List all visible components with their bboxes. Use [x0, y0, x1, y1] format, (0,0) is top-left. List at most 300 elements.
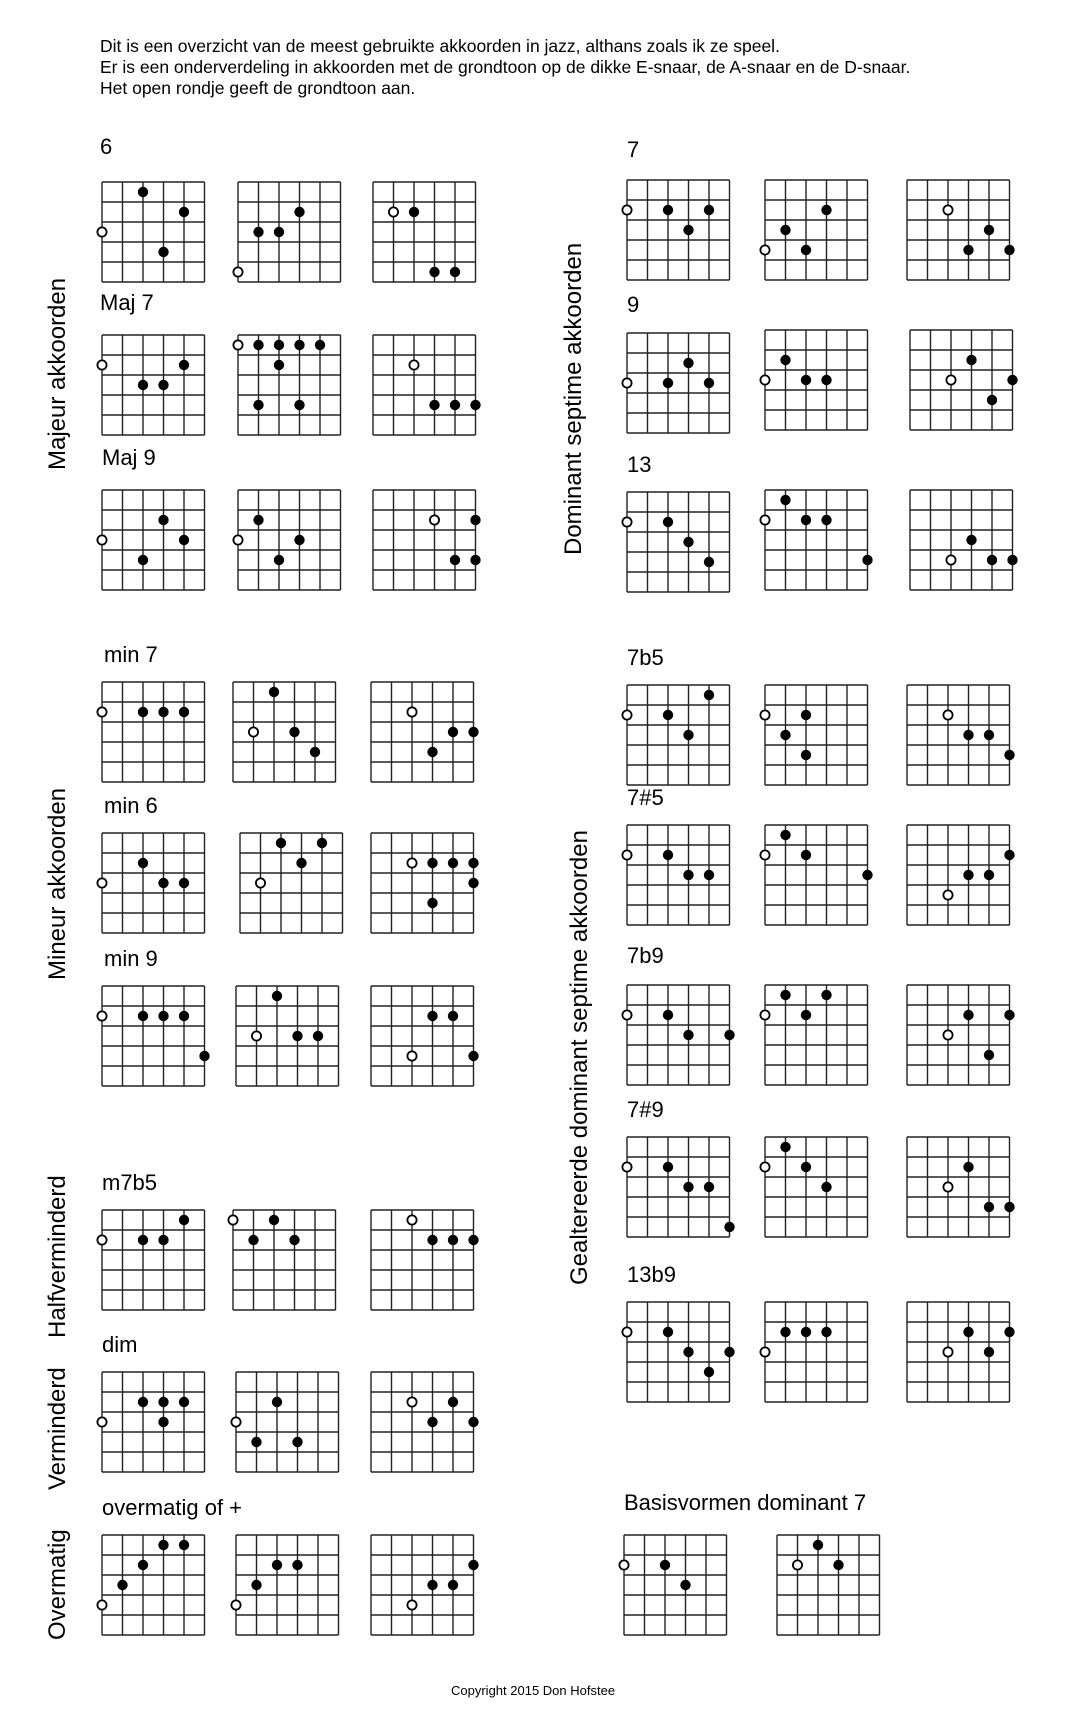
- root-dot: [256, 878, 265, 887]
- finger-dot: [138, 1011, 148, 1021]
- finger-dot: [292, 1437, 302, 1447]
- copyright: Copyright 2015 Don Hofstee: [451, 1683, 616, 1698]
- chord-diagram: [230, 1366, 345, 1478]
- chord-name: Maj 7: [100, 290, 154, 315]
- finger-dot: [963, 245, 973, 255]
- finger-dot: [704, 557, 714, 567]
- finger-dot: [158, 1540, 168, 1550]
- finger-dot: [683, 1182, 693, 1192]
- chord-diagram: [232, 176, 347, 288]
- finger-dot: [448, 1580, 458, 1590]
- root-dot: [943, 1030, 952, 1039]
- finger-dot: [963, 730, 973, 740]
- chord-name: 13b9: [627, 1262, 676, 1287]
- finger-dot: [801, 850, 811, 860]
- root-dot: [97, 535, 106, 544]
- chord-diagram: [621, 1131, 736, 1243]
- chord-diagram: [365, 1529, 480, 1641]
- finger-dot: [468, 1051, 478, 1061]
- root-dot: [943, 1347, 952, 1356]
- finger-dot: [801, 1010, 811, 1020]
- chord-diagram: [96, 1366, 211, 1478]
- chord-diagram: [96, 980, 211, 1092]
- chord-name: 7b9: [627, 943, 664, 968]
- finger-dot: [158, 1397, 168, 1407]
- finger-dot: [1004, 1327, 1014, 1337]
- finger-dot: [179, 878, 189, 888]
- finger-dot: [450, 555, 460, 565]
- finger-dot: [801, 515, 811, 525]
- root-dot: [97, 878, 106, 887]
- chord-diagram: [901, 174, 1016, 286]
- chord-name: min 7: [104, 642, 158, 667]
- chord-diagram: [759, 1131, 874, 1243]
- finger-dot: [179, 1215, 189, 1225]
- root-dot: [760, 1162, 769, 1171]
- finger-dot: [1004, 1202, 1014, 1212]
- chord-name: Basisvormen dominant 7: [624, 1490, 867, 1515]
- root-dot: [943, 205, 952, 214]
- finger-dot: [780, 830, 790, 840]
- root-dot: [622, 1162, 631, 1171]
- chord-name: 9: [627, 292, 640, 317]
- chord-diagram: [365, 827, 480, 939]
- chord-name: 7: [627, 137, 640, 162]
- finger-dot: [158, 515, 168, 525]
- finger-dot: [310, 747, 320, 757]
- finger-dot: [138, 858, 148, 868]
- root-dot: [407, 1215, 416, 1224]
- chord-diagram: [367, 176, 482, 288]
- finger-dot: [450, 267, 460, 277]
- finger-dot: [276, 838, 286, 848]
- chord-diagram: [232, 329, 347, 441]
- chord-diagram: [901, 1296, 1016, 1408]
- chord-diagram: [759, 819, 874, 931]
- finger-dot: [448, 858, 458, 868]
- finger-dot: [138, 187, 148, 197]
- finger-dot: [448, 1397, 458, 1407]
- finger-dot: [704, 205, 714, 215]
- finger-dot: [780, 990, 790, 1000]
- chord-diagram: [367, 329, 482, 441]
- finger-dot: [294, 535, 304, 545]
- root-dot: [231, 1600, 240, 1609]
- chord-diagram: [234, 827, 349, 939]
- chord-diagram: [901, 819, 1016, 931]
- finger-dot: [724, 1347, 734, 1357]
- chord-name: Maj 9: [102, 445, 156, 470]
- chord-name: overmatig of +: [102, 1495, 243, 1520]
- chord-diagram: [230, 1529, 345, 1641]
- finger-dot: [984, 870, 994, 880]
- finger-dot: [963, 1327, 973, 1337]
- finger-dot: [158, 878, 168, 888]
- finger-dot: [1004, 1010, 1014, 1020]
- finger-dot: [468, 1235, 478, 1245]
- finger-dot: [780, 495, 790, 505]
- chord-name: 7#5: [627, 785, 664, 810]
- finger-dot: [294, 400, 304, 410]
- root-dot: [407, 1600, 416, 1609]
- finger-dot: [663, 710, 673, 720]
- finger-dot: [801, 245, 811, 255]
- finger-dot: [1004, 850, 1014, 860]
- finger-dot: [963, 1162, 973, 1172]
- root-dot: [97, 707, 106, 716]
- finger-dot: [821, 375, 831, 385]
- root-dot: [793, 1560, 802, 1569]
- root-dot: [389, 207, 398, 216]
- finger-dot: [199, 1051, 209, 1061]
- root-dot: [97, 1600, 106, 1609]
- finger-dot: [704, 690, 714, 700]
- finger-dot: [984, 1202, 994, 1212]
- finger-dot: [987, 555, 997, 565]
- finger-dot: [801, 1327, 811, 1337]
- chord-diagram: [367, 484, 482, 596]
- chord-diagram: [96, 484, 211, 596]
- finger-dot: [253, 515, 263, 525]
- chord-diagram: [759, 484, 874, 596]
- root-dot: [407, 1051, 416, 1060]
- chord-name: min 9: [104, 946, 158, 971]
- finger-dot: [801, 750, 811, 760]
- finger-dot: [138, 1560, 148, 1570]
- finger-dot: [448, 1235, 458, 1245]
- chord-diagram: [621, 679, 736, 791]
- chord-diagram: [759, 1296, 874, 1408]
- finger-dot: [253, 400, 263, 410]
- chord-diagram: [759, 324, 874, 436]
- finger-dot: [179, 707, 189, 717]
- chord-name: 7#9: [627, 1097, 664, 1122]
- finger-dot: [427, 1580, 437, 1590]
- intro-line: Het open rondje geeft de grondtoon aan.: [100, 78, 416, 98]
- chord-diagram: [771, 1529, 886, 1641]
- root-dot: [233, 535, 242, 544]
- root-dot: [249, 727, 258, 736]
- root-dot: [97, 227, 106, 236]
- root-dot: [97, 1417, 106, 1426]
- chord-diagram: [365, 1366, 480, 1478]
- finger-dot: [427, 1235, 437, 1245]
- finger-dot: [984, 1050, 994, 1060]
- finger-dot: [274, 360, 284, 370]
- chord-diagram: [96, 827, 211, 939]
- chord-name: 7b5: [627, 645, 664, 670]
- finger-dot: [468, 1560, 478, 1570]
- finger-dot: [138, 707, 148, 717]
- finger-dot: [427, 1011, 437, 1021]
- finger-dot: [253, 340, 263, 350]
- root-dot: [943, 890, 952, 899]
- chord-diagram: [365, 980, 480, 1092]
- finger-dot: [780, 730, 790, 740]
- finger-dot: [251, 1580, 261, 1590]
- finger-dot: [448, 727, 458, 737]
- finger-dot: [821, 1182, 831, 1192]
- finger-dot: [470, 400, 480, 410]
- finger-dot: [313, 1031, 323, 1041]
- section-label-overmatig: Overmatig: [44, 1529, 71, 1640]
- finger-dot: [470, 555, 480, 565]
- finger-dot: [1004, 245, 1014, 255]
- finger-dot: [683, 1030, 693, 1040]
- root-dot: [760, 1347, 769, 1356]
- root-dot: [760, 710, 769, 719]
- finger-dot: [663, 1327, 673, 1337]
- finger-dot: [274, 555, 284, 565]
- root-dot: [946, 555, 955, 564]
- chord-diagram: [621, 979, 736, 1091]
- finger-dot: [292, 1031, 302, 1041]
- finger-dot: [179, 1011, 189, 1021]
- finger-dot: [663, 205, 673, 215]
- root-dot: [943, 710, 952, 719]
- finger-dot: [704, 378, 714, 388]
- finger-dot: [294, 340, 304, 350]
- finger-dot: [409, 207, 419, 217]
- finger-dot: [294, 207, 304, 217]
- chord-diagram: [96, 176, 211, 288]
- finger-dot: [272, 1397, 282, 1407]
- root-dot: [943, 1182, 952, 1191]
- finger-dot: [801, 375, 811, 385]
- intro-line: Er is een onderverdeling in akkoorden met de grondtoon op de dikke E-snaar, de A-snaar en de D-snaar.: [100, 57, 911, 77]
- chord-diagram: [621, 1296, 736, 1408]
- root-dot: [760, 850, 769, 859]
- finger-dot: [966, 355, 976, 365]
- root-dot: [407, 1397, 416, 1406]
- root-dot: [97, 1235, 106, 1244]
- finger-dot: [683, 1347, 693, 1357]
- finger-dot: [704, 870, 714, 880]
- finger-dot: [468, 858, 478, 868]
- finger-dot: [780, 1142, 790, 1152]
- finger-dot: [448, 1011, 458, 1021]
- chord-diagram: [621, 486, 736, 598]
- finger-dot: [179, 1397, 189, 1407]
- finger-dot: [269, 1215, 279, 1225]
- finger-dot: [158, 1235, 168, 1245]
- chord-diagram: [621, 174, 736, 286]
- chord-name: min 6: [104, 793, 158, 818]
- finger-dot: [1007, 375, 1017, 385]
- finger-dot: [158, 707, 168, 717]
- finger-dot: [158, 1011, 168, 1021]
- finger-dot: [138, 1397, 148, 1407]
- finger-dot: [963, 870, 973, 880]
- finger-dot: [253, 227, 263, 237]
- intro-line: Dit is een overzicht van de meest gebruikte akkoorden in jazz, althans zoals ik ze speel.: [100, 36, 780, 56]
- finger-dot: [683, 537, 693, 547]
- finger-dot: [984, 225, 994, 235]
- finger-dot: [724, 1030, 734, 1040]
- chord-diagram: [759, 679, 874, 791]
- finger-dot: [468, 1417, 478, 1427]
- finger-dot: [117, 1580, 127, 1590]
- chord-diagram: [759, 174, 874, 286]
- root-dot: [622, 850, 631, 859]
- finger-dot: [663, 517, 673, 527]
- finger-dot: [138, 380, 148, 390]
- root-dot: [760, 245, 769, 254]
- finger-dot: [683, 358, 693, 368]
- chord-name: m7b5: [102, 1170, 158, 1195]
- finger-dot: [292, 1560, 302, 1570]
- finger-dot: [683, 225, 693, 235]
- finger-dot: [780, 225, 790, 235]
- finger-dot: [269, 687, 279, 697]
- chord-diagram: [759, 979, 874, 1091]
- finger-dot: [780, 1327, 790, 1337]
- root-dot: [97, 1011, 106, 1020]
- finger-dot: [663, 1010, 673, 1020]
- finger-dot: [984, 730, 994, 740]
- root-dot: [760, 1010, 769, 1019]
- finger-dot: [963, 1010, 973, 1020]
- chord-name: 13: [627, 452, 652, 477]
- root-dot: [622, 517, 631, 526]
- chord-diagram: [96, 329, 211, 441]
- root-dot: [760, 515, 769, 524]
- finger-dot: [468, 727, 478, 737]
- root-dot: [430, 515, 439, 524]
- finger-dot: [663, 378, 673, 388]
- intro-text: [100, 36, 910, 99]
- root-dot: [622, 1327, 631, 1336]
- chord-diagram: [901, 679, 1016, 791]
- finger-dot: [780, 355, 790, 365]
- root-dot: [228, 1215, 237, 1224]
- finger-dot: [663, 850, 673, 860]
- root-dot: [252, 1031, 261, 1040]
- finger-dot: [289, 1235, 299, 1245]
- section-label-dominant: Dominant septime akkoorden: [560, 242, 587, 555]
- root-dot: [233, 340, 242, 349]
- chord-diagram: [365, 676, 480, 788]
- finger-dot: [984, 1347, 994, 1357]
- finger-dot: [987, 395, 997, 405]
- root-dot: [231, 1417, 240, 1426]
- root-dot: [407, 858, 416, 867]
- chord-diagram: [96, 1204, 211, 1316]
- finger-dot: [274, 227, 284, 237]
- root-dot: [622, 205, 631, 214]
- finger-dot: [317, 838, 327, 848]
- finger-dot: [450, 400, 460, 410]
- finger-dot: [272, 991, 282, 1001]
- finger-dot: [427, 1417, 437, 1427]
- finger-dot: [821, 990, 831, 1000]
- root-dot: [622, 378, 631, 387]
- section-label-majeur: Majeur akkoorden: [44, 277, 71, 470]
- finger-dot: [427, 747, 437, 757]
- root-dot: [97, 360, 106, 369]
- root-dot: [409, 360, 418, 369]
- finger-dot: [427, 898, 437, 908]
- chord-diagram: [227, 676, 342, 788]
- finger-dot: [272, 1560, 282, 1570]
- chord-diagram: [365, 1204, 480, 1316]
- finger-dot: [470, 515, 480, 525]
- finger-dot: [179, 360, 189, 370]
- finger-dot: [179, 535, 189, 545]
- finger-dot: [315, 340, 325, 350]
- finger-dot: [1007, 555, 1017, 565]
- finger-dot: [158, 380, 168, 390]
- finger-dot: [966, 535, 976, 545]
- finger-dot: [179, 207, 189, 217]
- finger-dot: [1004, 750, 1014, 760]
- chord-diagram: [901, 979, 1016, 1091]
- chord-diagram: [227, 1204, 342, 1316]
- finger-dot: [429, 267, 439, 277]
- finger-dot: [683, 730, 693, 740]
- section-label-halfverminderd: Halfverminderd: [44, 1175, 71, 1338]
- finger-dot: [289, 727, 299, 737]
- finger-dot: [862, 555, 872, 565]
- chord-diagram: [901, 1131, 1016, 1243]
- finger-dot: [862, 870, 872, 880]
- finger-dot: [427, 858, 437, 868]
- section-label-mineur: Mineur akkoorden: [44, 787, 71, 980]
- finger-dot: [248, 1235, 258, 1245]
- finger-dot: [704, 1182, 714, 1192]
- finger-dot: [801, 1162, 811, 1172]
- finger-dot: [680, 1580, 690, 1590]
- finger-dot: [179, 1540, 189, 1550]
- chord-diagram: [618, 1529, 733, 1641]
- chord-diagram: [621, 819, 736, 931]
- section-label-gealtereerd: Gealtereerde dominant septime akkoorden: [566, 830, 593, 1285]
- finger-dot: [138, 555, 148, 565]
- chord-diagram: [904, 484, 1019, 596]
- root-dot: [407, 707, 416, 716]
- root-dot: [622, 710, 631, 719]
- root-dot: [622, 1010, 631, 1019]
- chord-diagram: [96, 1529, 211, 1641]
- root-dot: [233, 267, 242, 276]
- finger-dot: [296, 858, 306, 868]
- chord-diagram: [232, 484, 347, 596]
- chord-diagram: [904, 324, 1019, 436]
- finger-dot: [663, 1162, 673, 1172]
- root-dot: [760, 375, 769, 384]
- finger-dot: [158, 247, 168, 257]
- finger-dot: [801, 710, 811, 720]
- root-dot: [619, 1560, 628, 1569]
- finger-dot: [813, 1540, 823, 1550]
- section-label-verminderd: Verminderd: [44, 1367, 71, 1490]
- finger-dot: [274, 340, 284, 350]
- chord-name: 6: [100, 134, 113, 159]
- finger-dot: [821, 1327, 831, 1337]
- chord-diagram: [230, 980, 345, 1092]
- finger-dot: [833, 1560, 843, 1570]
- chord-diagram: [96, 676, 211, 788]
- finger-dot: [251, 1437, 261, 1447]
- chord-name: dim: [102, 1332, 138, 1357]
- finger-dot: [660, 1560, 670, 1570]
- finger-dot: [429, 400, 439, 410]
- finger-dot: [138, 1235, 148, 1245]
- finger-dot: [158, 1417, 168, 1427]
- finger-dot: [468, 878, 478, 888]
- finger-dot: [683, 870, 693, 880]
- finger-dot: [704, 1367, 714, 1377]
